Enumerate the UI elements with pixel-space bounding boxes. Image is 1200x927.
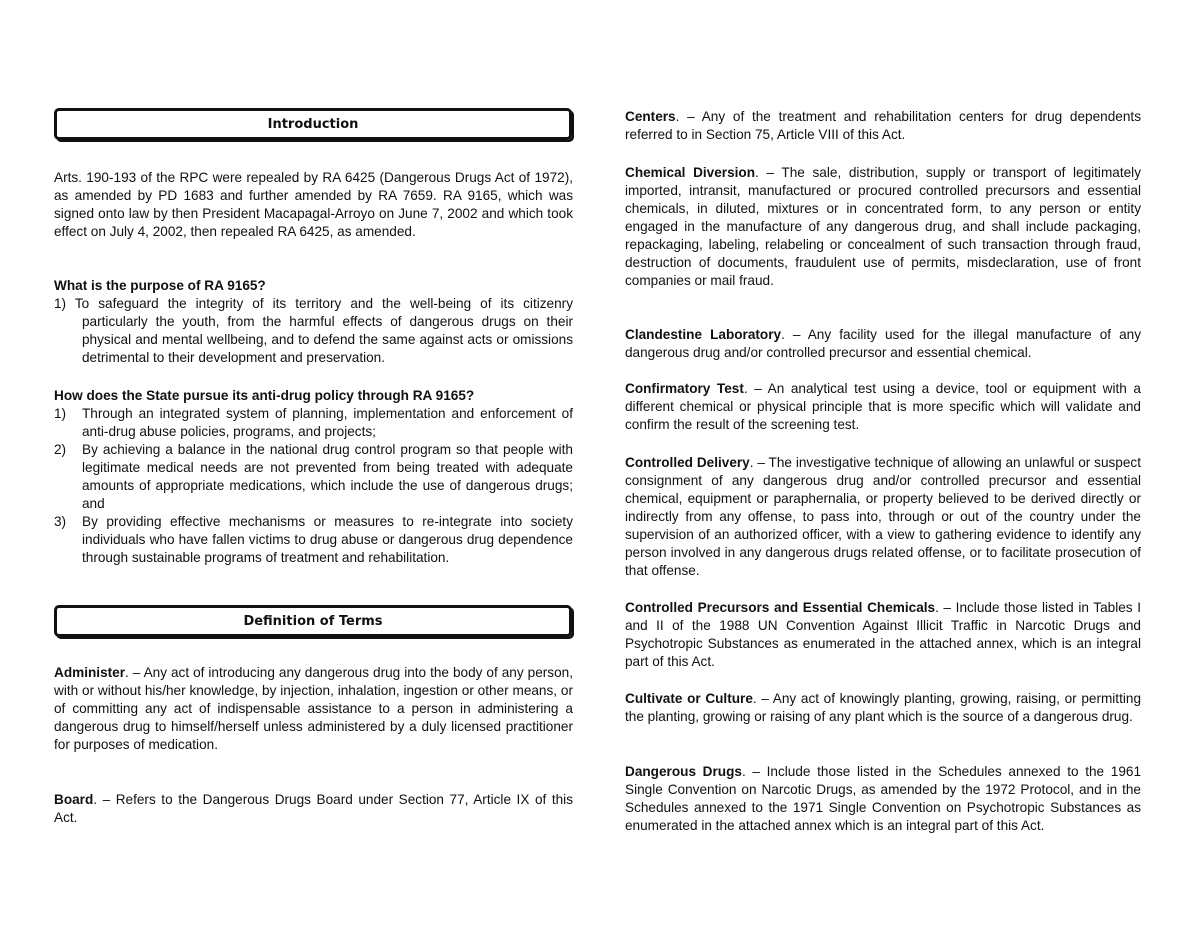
term-controlled-precursors: Controlled Precursors and Essential Chemicals. – Include those listed in Tables I and II of the 1988 UN Convention Against Illicit Traffic in Narcotic Drugs and Psychotropic Substances as enumerated in the attached annex, which is an integral part of this Act.: [625, 600, 1141, 669]
term-clandestine-laboratory: Clandestine Laboratory. – Any facility used for the illegal manufacture of any dangerous drug and/or controlled precursor and essential chemical.: [625, 327, 1141, 360]
term-board: Board. – Refers to the Dangerous Drugs Board under Section 77, Article IX of this Act.: [54, 792, 573, 825]
policy-item: 1) Through an integrated system of planning, implementation and enforcement of anti-drug abuse policies, programs, and projects;: [54, 406, 573, 439]
term-cultivate-or-culture: Cultivate or Culture. – Any act of knowingly planting, growing, raising, or permitting the planting, growing or raising of any plant which is the source of a dangerous drug.: [625, 691, 1142, 724]
purpose-item: 1) To safeguard the integrity of its territory and the well-being of its citizenry particularly the youth, from the harmful effects of dangerous drugs on their physical and mental wellbeing, and to defend the same against acts or omissions detrimental to their development and preservation.: [54, 296, 573, 365]
term-confirmatory-test: Confirmatory Test. – An analytical test using a device, tool or equipment with a different chemical or physical principle that is more specific which will validate and confirm the result of the screening test.: [625, 381, 1141, 432]
policy-item: 3) By providing effective mechanisms or measures to re-integrate into society individuals who have fallen victims to drug abuse or dangerous drug dependence through sustainable programs of treatment and rehabilitation.: [54, 514, 573, 565]
definition-heading: Definition of Terms: [243, 613, 383, 629]
term-centers: Centers. – Any of the treatment and rehabilitation centers for drug dependents referred to in Section 75, Article VIII of this Act.: [625, 109, 1141, 142]
term-dangerous-drugs: Dangerous Drugs. – Include those listed in the Schedules annexed to the 1961 Single Convention on Narcotic Drugs, as amended by the 1972 Protocol, and in the Schedules annexed to the 1971 Single Convention on Psychotropic Substances as enumerated in the attached annex which is an integral part of this Act.: [625, 764, 1142, 833]
policy-question: How does the State pursue its anti-drug policy through RA 9165?: [54, 388, 475, 403]
introduction-heading: Introduction: [267, 116, 359, 132]
term-chemical-diversion: Chemical Diversion. – The sale, distribution, supply or transport of legitimately imported, intransit, manufactured or procured controlled precursors and essential chemicals, in diluted, mixtures or in concentrated form, to any person or entity engaged in the manufacture of any dangerous drug, and shall include packaging, repackaging, labeling, relabeling or concealment of such transaction through fraud, destruction of documents, fraudulent use of permits, misdeclaration, use of front companies or mail fraud.: [625, 165, 1141, 288]
policy-item: 2) By achieving a balance in the national drug control program so that people with legitimate medical needs are not prevented from being treated with adequate amounts of appropriate medications, which include the use of dangerous drugs; and: [54, 442, 573, 511]
purpose-question: What is the purpose of RA 9165?: [54, 278, 266, 293]
introduction-heading-box: [54, 108, 572, 140]
term-controlled-delivery: Controlled Delivery. – The investigative technique of allowing an unlawful or suspect consignment of any dangerous drug and/or controlled precursor and essential chemical, equipment or paraphernalia, or property believed to be derived directly or indirectly from any offense, to pass into, through or out of the country under the supervision of an authorized officer, with a view to gathering evidence to identify any person involved in any dangerous drugs related offense, or to facilitate prosecution of that offense.: [625, 455, 1142, 578]
definition-heading-box: [54, 605, 572, 637]
term-administer: Administer. – Any act of introducing any dangerous drug into the body of any person, with or without his/her knowledge, by injection, inhalation, ingestion or other means, or of committing any act of indispensable assistance to a person in administering a dangerous drug to himself/herself unless administered by a duly licensed practitioner for purposes of medication.: [54, 665, 573, 752]
introduction-paragraph: Arts. 190-193 of the RPC were repealed by RA 6425 (Dangerous Drugs Act of 1972), as amended by PD 1683 and further amended by RA 7659. RA 9165, which was signed onto law by then President Macapagal-Arroyo on June 7, 2002 and which took effect on July 4, 2002, then repealed RA 6425, as amended.: [54, 170, 573, 239]
